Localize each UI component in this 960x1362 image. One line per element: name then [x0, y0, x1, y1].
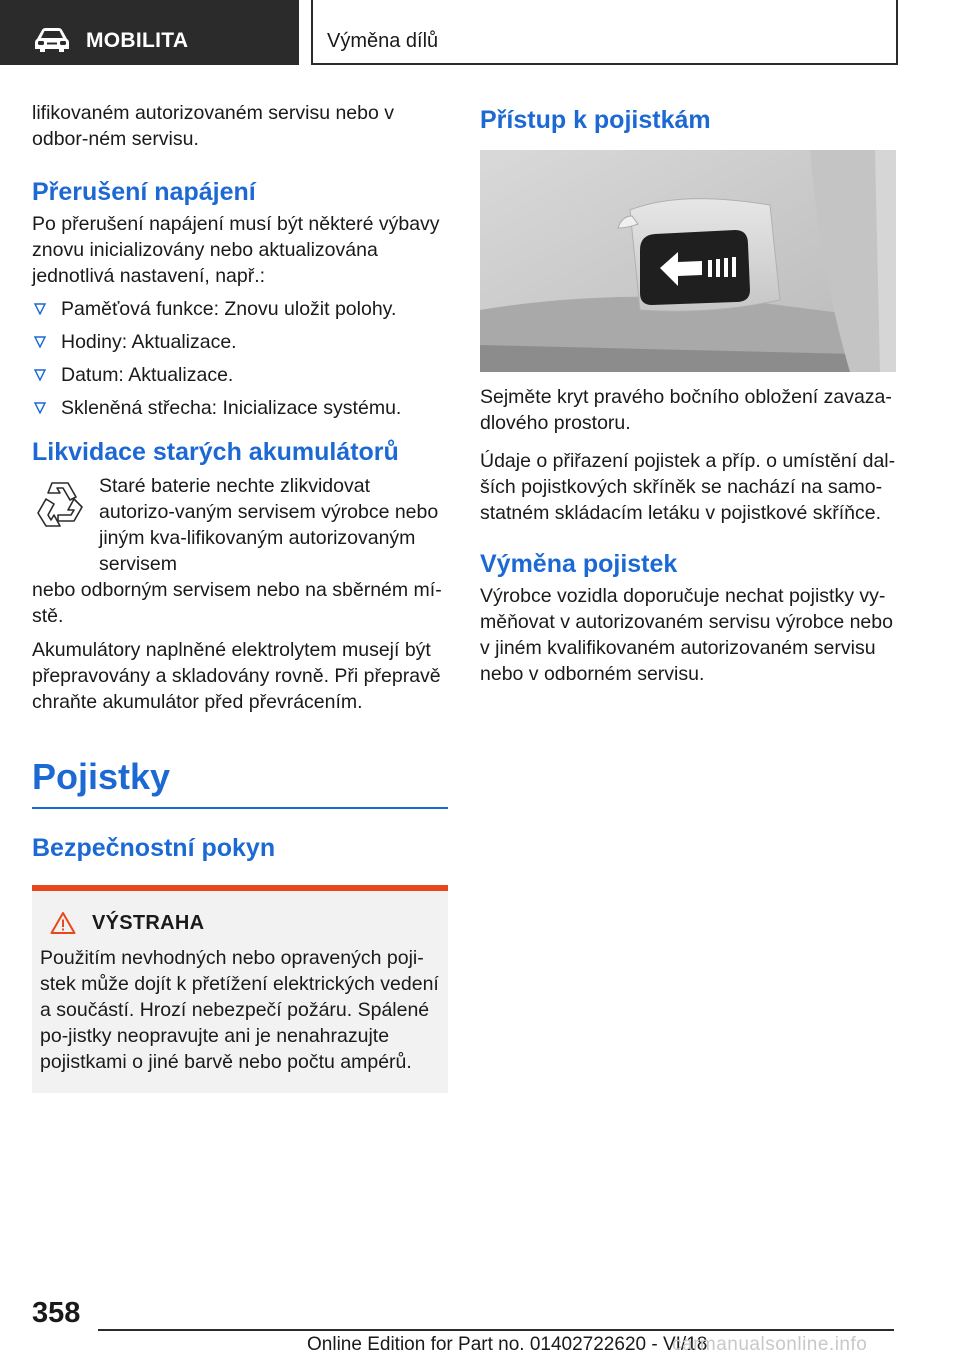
page-number: 358 [32, 1297, 81, 1329]
heading-fuse-replacement: Výměna pojistek [480, 550, 678, 578]
bullet-triangle-icon [34, 336, 46, 348]
disposal-paragraph-2: nebo odborným servisem nebo na sběrném mí-stě. [32, 579, 442, 627]
list-item: Datum: Aktualizace. [32, 362, 448, 388]
warning-header [50, 911, 440, 935]
fuse-cover-photo [480, 150, 896, 372]
left-column [32, 100, 448, 1093]
chapter-name: Výměna dílů [327, 30, 439, 52]
power-paragraph: Po přerušení napájení musí být některé výbavy znovu inicializovány nebo aktualizována jednotlivá nastavení, např.: [32, 213, 440, 287]
heading-underline [32, 807, 448, 809]
intro-paragraph: lifikovaném autorizovaném servisu nebo v odbor-ném servisu. [32, 102, 395, 150]
warning-title: VÝSTRAHA [92, 911, 205, 934]
disposal-paragraph-1: Staré baterie nechte zlikvidovat autorizo-vaným servisem výrobce nebo jiným kva-lifikovaným autorizovaným servisem [99, 475, 439, 575]
right-column [480, 100, 896, 687]
footer-rule [98, 1329, 894, 1331]
heading-fuses: Pojistky [32, 756, 171, 797]
warning-triangle-icon [50, 911, 76, 935]
header-section-tab [0, 0, 299, 65]
access-paragraph-2: Údaje o přiřazení pojistek a příp. o umístění dal-ších pojistkových skříněk se nachází na samo-statném skládacím letáku v pojistkové skříňce. [480, 450, 896, 524]
warning-text: Použitím nevhodných nebo opravených poji-stek může dojít k přetížení elektrických vedení a součástí. Hrozí nebezpečí požáru. Spálené po-jistky neopravujte ani je nenahrazujte pojistkami o jiné barvě nebo počtu ampérů. [40, 947, 439, 1073]
heading-power-interruption: Přerušení napájení [32, 178, 256, 206]
recycle-icon [32, 477, 88, 535]
access-paragraph-1: Sejměte kryt pravého bočního obložení zavaza-dlového prostoru. [480, 386, 892, 434]
list-item: Skleněná střecha: Inicializace systému. [32, 395, 448, 421]
header-chapter-tab [311, 0, 898, 65]
power-bullet-list [32, 296, 448, 421]
recycle-block [32, 473, 448, 629]
section-name: MOBILITA [86, 29, 189, 52]
watermark: carmanualsonline.info [672, 1334, 868, 1355]
list-item: Paměťová funkce: Znovu uložit polohy. [32, 296, 448, 322]
heading-safety-note: Bezpečnostní pokyn [32, 834, 276, 862]
disposal-paragraph-3: Akumulátory naplněné elektrolytem musejí být přepravovány a skladovány rovně. Při přepravě chraňte akumulátor před převrácením. [32, 639, 441, 713]
heading-battery-disposal: Likvidace starých akumulátorů [32, 438, 399, 466]
edition-text: Online Edition for Part no. 01402722620 - VI/18 [307, 1334, 708, 1355]
warning-box [32, 885, 448, 1093]
car-icon [34, 27, 70, 53]
list-item: Hodiny: Aktualizace. [32, 329, 448, 355]
replace-paragraph: Výrobce vozidla doporučuje nechat pojistky vy-měňovat v autorizovaném servisu výrobce nebo v jiném kvalifikovaném autorizovaném servisu nebo v odborném servisu. [480, 585, 893, 685]
bullet-triangle-icon [34, 303, 46, 315]
bullet-triangle-icon [34, 369, 46, 381]
heading-fuse-access: Přístup k pojistkám [480, 106, 711, 134]
bullet-triangle-icon [34, 402, 46, 414]
